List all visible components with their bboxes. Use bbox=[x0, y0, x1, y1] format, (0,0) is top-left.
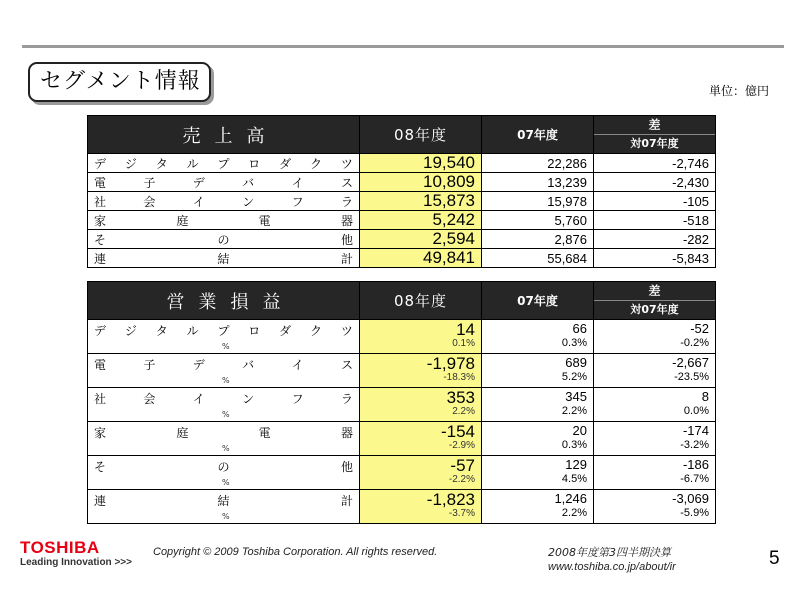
percent-mark: % bbox=[222, 376, 230, 385]
segment-label: 家 庭 電 器 bbox=[94, 213, 353, 228]
diff-value: -2,430 bbox=[672, 174, 709, 190]
current-year-cell bbox=[360, 192, 482, 211]
top-divider bbox=[22, 45, 784, 48]
sales-previous-year-header: 07年度 bbox=[482, 116, 594, 154]
diff-cell bbox=[594, 249, 716, 268]
segment-label-cell bbox=[88, 354, 360, 388]
diff-margin: 0.0% bbox=[683, 405, 709, 417]
percent-mark: % bbox=[222, 410, 230, 419]
sales-diff-label: 差 bbox=[594, 116, 715, 135]
table-row bbox=[88, 388, 716, 422]
previous-year-cell bbox=[482, 154, 594, 173]
diff-cell bbox=[594, 422, 716, 456]
segment-label-cell bbox=[88, 192, 360, 211]
profit-diff-sublabel: 対07年度 bbox=[630, 303, 679, 316]
previous-value: 66 bbox=[572, 321, 587, 336]
diff-cell bbox=[594, 154, 716, 173]
sales-header-row bbox=[88, 116, 716, 154]
segment-label-cell bbox=[88, 388, 360, 422]
tagline: Leading Innovation >>> bbox=[20, 557, 132, 568]
current-cell bbox=[360, 320, 482, 354]
table-row bbox=[88, 230, 716, 249]
sales-body bbox=[88, 154, 716, 268]
diff-margin: -5.9% bbox=[680, 507, 709, 519]
current-value: 353 bbox=[446, 388, 475, 407]
profit-previous-year-header: 07年度 bbox=[482, 282, 594, 320]
diff-cell bbox=[594, 173, 716, 192]
previous-value: 20 bbox=[572, 423, 587, 438]
diff-value: -518 bbox=[682, 212, 709, 228]
segment-label-cell bbox=[88, 211, 360, 230]
previous-margin: 5.2% bbox=[561, 371, 587, 383]
diff-value: -52 bbox=[690, 321, 709, 336]
segment-label: 連 結 計 bbox=[94, 494, 353, 508]
page-title: セグメント情報 bbox=[28, 62, 211, 102]
segment-label-cell bbox=[88, 154, 360, 173]
previous-year-value: 22,286 bbox=[547, 155, 587, 171]
percent-mark: % bbox=[222, 444, 230, 453]
current-year-value: 49,841 bbox=[423, 248, 475, 267]
diff-cell bbox=[594, 388, 716, 422]
previous-year-cell bbox=[482, 211, 594, 230]
diff-cell bbox=[594, 490, 716, 524]
current-cell bbox=[360, 456, 482, 490]
previous-cell bbox=[482, 320, 594, 354]
previous-cell bbox=[482, 490, 594, 524]
diff-value: -2,667 bbox=[672, 355, 709, 370]
table-row bbox=[88, 173, 716, 192]
segment-label: そ の 他 bbox=[94, 460, 353, 474]
diff-margin: -6.7% bbox=[680, 473, 709, 485]
diff-margin: -23.5% bbox=[674, 371, 709, 383]
segment-label-cell bbox=[88, 320, 360, 354]
current-margin: -2.9% bbox=[448, 440, 475, 451]
current-margin: -3.7% bbox=[448, 508, 475, 519]
segment-label: そ の 他 bbox=[94, 232, 353, 247]
current-value: -1,978 bbox=[426, 354, 475, 373]
segment-label-cell bbox=[88, 173, 360, 192]
current-margin: 0.1% bbox=[452, 338, 475, 349]
table-row bbox=[88, 249, 716, 268]
profit-diff-label: 差 bbox=[594, 282, 715, 301]
diff-value: -186 bbox=[682, 457, 709, 472]
segment-label-cell bbox=[88, 230, 360, 249]
diff-value: 8 bbox=[701, 389, 709, 404]
current-year-value: 15,873 bbox=[423, 191, 475, 210]
profit-header-row bbox=[88, 282, 716, 320]
current-year-cell bbox=[360, 173, 482, 192]
table-row bbox=[88, 154, 716, 173]
current-year-cell bbox=[360, 230, 482, 249]
previous-year-value: 55,684 bbox=[547, 250, 587, 266]
table-row bbox=[88, 456, 716, 490]
profit-diff-header bbox=[594, 282, 716, 320]
operating-income-table bbox=[87, 281, 716, 524]
segment-label-cell bbox=[88, 456, 360, 490]
current-margin: 2.2% bbox=[452, 406, 475, 417]
diff-value: -3,069 bbox=[672, 491, 709, 506]
diff-value: -2,746 bbox=[672, 155, 709, 171]
ir-url: www.toshiba.co.jp/about/ir bbox=[548, 561, 676, 573]
current-cell bbox=[360, 490, 482, 524]
page-number: 5 bbox=[769, 548, 780, 569]
copyright: Copyright © 2009 Toshiba Corporation. All rights reserved. bbox=[153, 546, 438, 558]
table-row bbox=[88, 320, 716, 354]
segment-label: 連 結 計 bbox=[94, 251, 353, 266]
sales-diff-sublabel: 対07年度 bbox=[630, 137, 679, 150]
diff-cell bbox=[594, 320, 716, 354]
previous-year-value: 2,876 bbox=[554, 231, 587, 247]
current-cell bbox=[360, 354, 482, 388]
segment-label: 社 会 イ ン フ ラ bbox=[94, 194, 353, 209]
previous-margin: 0.3% bbox=[561, 337, 587, 349]
previous-margin: 2.2% bbox=[561, 507, 587, 519]
diff-cell bbox=[594, 456, 716, 490]
current-year-cell bbox=[360, 211, 482, 230]
current-year-cell bbox=[360, 154, 482, 173]
segment-label: 家 庭 電 器 bbox=[94, 426, 353, 440]
previous-year-cell bbox=[482, 230, 594, 249]
diff-cell bbox=[594, 192, 716, 211]
table-row bbox=[88, 192, 716, 211]
current-year-value: 5,242 bbox=[432, 210, 475, 229]
segment-label-cell bbox=[88, 490, 360, 524]
sales-table bbox=[87, 115, 716, 268]
current-cell bbox=[360, 422, 482, 456]
previous-cell bbox=[482, 456, 594, 490]
diff-cell bbox=[594, 211, 716, 230]
percent-mark: % bbox=[222, 342, 230, 351]
current-cell bbox=[360, 388, 482, 422]
previous-year-value: 13,239 bbox=[547, 174, 587, 190]
diff-margin: -3.2% bbox=[680, 439, 709, 451]
current-margin: -18.3% bbox=[443, 372, 475, 383]
diff-value: -5,843 bbox=[672, 250, 709, 266]
segment-label-cell bbox=[88, 249, 360, 268]
previous-value: 345 bbox=[565, 389, 587, 404]
percent-mark: % bbox=[222, 512, 230, 521]
profit-title: 営業損益 bbox=[88, 282, 360, 320]
table-row bbox=[88, 422, 716, 456]
sales-diff-header bbox=[594, 116, 716, 154]
previous-value: 129 bbox=[565, 457, 587, 472]
table-row bbox=[88, 211, 716, 230]
current-value: -1,823 bbox=[426, 490, 475, 509]
sales-title: 売上高 bbox=[88, 116, 360, 154]
table-row bbox=[88, 490, 716, 524]
previous-year-cell bbox=[482, 249, 594, 268]
current-value: -154 bbox=[440, 422, 475, 441]
current-value: 14 bbox=[456, 320, 475, 339]
current-year-cell bbox=[360, 249, 482, 268]
previous-cell bbox=[482, 422, 594, 456]
segment-label: デ ジ タ ル プ ロ ダ ク ツ bbox=[94, 156, 353, 171]
current-year-value: 19,540 bbox=[423, 153, 475, 172]
previous-year-value: 5,760 bbox=[554, 212, 587, 228]
segment-label-cell bbox=[88, 422, 360, 456]
diff-value: -282 bbox=[682, 231, 709, 247]
diff-value: -174 bbox=[682, 423, 709, 438]
previous-year-cell bbox=[482, 192, 594, 211]
unit-label: 単位：億円 bbox=[709, 84, 770, 98]
current-margin: -2.2% bbox=[448, 474, 475, 485]
segment-label: 電 子 デ バ イ ス bbox=[94, 175, 353, 190]
segment-label: 社 会 イ ン フ ラ bbox=[94, 392, 353, 406]
current-year-value: 10,809 bbox=[423, 172, 475, 191]
previous-year-value: 15,978 bbox=[547, 193, 587, 209]
previous-cell bbox=[482, 388, 594, 422]
diff-cell bbox=[594, 354, 716, 388]
diff-cell bbox=[594, 230, 716, 249]
segment-label: デ ジ タ ル プ ロ ダ ク ツ bbox=[94, 324, 353, 338]
percent-mark: % bbox=[222, 478, 230, 487]
current-value: -57 bbox=[450, 456, 475, 475]
segment-label: 電 子 デ バ イ ス bbox=[94, 358, 353, 372]
previous-margin: 2.2% bbox=[561, 405, 587, 417]
fiscal-period-label: 2008年度第3四半期決算 bbox=[548, 546, 671, 559]
toshiba-logo: TOSHIBA bbox=[20, 538, 100, 557]
previous-year-cell bbox=[482, 173, 594, 192]
previous-margin: 0.3% bbox=[561, 439, 587, 451]
previous-margin: 4.5% bbox=[561, 473, 587, 485]
sales-current-year-header: 08年度 bbox=[360, 116, 482, 154]
profit-body bbox=[88, 320, 716, 524]
previous-cell bbox=[482, 354, 594, 388]
diff-margin: -0.2% bbox=[680, 337, 709, 349]
previous-value: 689 bbox=[565, 355, 587, 370]
profit-current-year-header: 08年度 bbox=[360, 282, 482, 320]
current-year-value: 2,594 bbox=[432, 229, 475, 248]
previous-value: 1,246 bbox=[554, 491, 587, 506]
table-row bbox=[88, 354, 716, 388]
diff-value: -105 bbox=[682, 193, 709, 209]
